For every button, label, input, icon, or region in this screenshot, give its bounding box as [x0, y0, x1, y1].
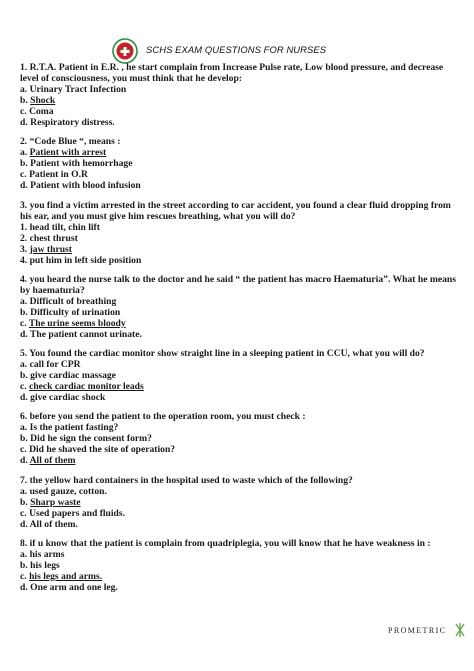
option-text: One arm and one leg.: [30, 582, 118, 594]
answer-option: [20, 571, 460, 582]
answer-option: [20, 222, 460, 233]
correct-answer-text: his legs and arms.: [29, 571, 103, 583]
answer-option: [20, 392, 460, 403]
option-text: Urinary Tract Infection: [29, 84, 127, 95]
option-prefix: b.: [20, 158, 31, 170]
option-prefix: 4.: [20, 254, 30, 266]
option-text: Coma: [29, 106, 54, 117]
option-prefix: 3.: [20, 243, 30, 255]
option-text: Did he shaved the site of operation?: [29, 444, 176, 456]
answer-option: [20, 455, 460, 466]
option-prefix: c.: [20, 444, 30, 456]
question-3: [20, 200, 460, 266]
question-7: [20, 475, 460, 530]
option-text: Patient in O.R: [29, 169, 88, 181]
question-stem: 5. You found the cardiac monitor show straight line in a sleeping patient in CCU, what you will do?: [20, 348, 425, 360]
answer-option: [20, 296, 460, 307]
correct-answer-text: Patient with arrest: [29, 147, 107, 159]
option-prefix: b.: [20, 560, 31, 572]
option-prefix: d.: [20, 582, 31, 594]
correct-answer-text: The urine seems bloody: [28, 317, 126, 329]
question-8: [20, 538, 460, 593]
answer-option: [20, 147, 460, 158]
option-prefix: b.: [20, 433, 31, 445]
correct-answer-text: Shock: [30, 95, 56, 106]
answer-option: [20, 508, 460, 519]
option-text: give cardiac shock: [30, 392, 106, 404]
answer-option: [20, 359, 460, 370]
question-4: [20, 274, 460, 340]
prometric-brand: PROMETRIC: [388, 626, 447, 635]
option-text: put him in left side position: [29, 254, 142, 266]
option-prefix: c.: [20, 169, 30, 181]
answer-option: [20, 233, 460, 244]
answer-option: [20, 422, 460, 433]
option-prefix: a.: [20, 84, 30, 95]
option-prefix: c.: [20, 571, 30, 583]
answer-option: [20, 180, 460, 191]
page-title: SCHS EXAM QUESTIONS FOR NURSES: [146, 44, 327, 55]
option-text: Respiratory distress.: [30, 117, 115, 128]
question-6: [20, 411, 460, 466]
option-prefix: 2.: [20, 232, 30, 244]
option-text: Difficulty of urination: [30, 306, 121, 318]
option-prefix: c.: [20, 381, 30, 393]
option-text: The patient cannot urinate.: [29, 328, 142, 340]
option-prefix: d.: [20, 328, 30, 340]
prometric-footer: [388, 622, 468, 640]
question-5: [20, 348, 460, 403]
answer-option: [20, 95, 460, 106]
answer-option: [20, 84, 460, 95]
answer-option: [20, 307, 460, 318]
option-prefix: a.: [20, 359, 30, 371]
option-prefix: b.: [20, 95, 31, 106]
option-prefix: c.: [20, 106, 30, 117]
answer-option: [20, 158, 460, 169]
answer-option: [20, 549, 460, 560]
correct-answer-text: All of them: [29, 455, 76, 467]
question-stem: 7. the yellow hard containers in the hospital used to waste which of the following?: [20, 474, 353, 486]
option-prefix: 1.: [20, 221, 30, 233]
answer-option: [20, 444, 460, 455]
answer-option: [20, 106, 460, 117]
question-stem: 2. “Code Blue “, means :: [20, 136, 121, 148]
schs-logo-icon: [112, 38, 138, 64]
question-stem: 8. if u know that the patient is complain from quadriplegia, you will know that he have weakness in :: [20, 538, 431, 550]
option-prefix: b.: [20, 306, 31, 318]
option-prefix: b.: [20, 496, 31, 508]
answer-option: [20, 433, 460, 444]
question-stem: 6. before you send the patient to the operation room, you must check :: [20, 411, 306, 423]
option-text: Difficult of breathing: [29, 295, 117, 307]
answer-option: [20, 486, 460, 497]
answer-option: [20, 329, 460, 340]
option-text: Patient with hemorrhage: [30, 158, 133, 170]
question-stem: 4. you heard the nurse talk to the doctor and he said “ the patient has macro Haematuria”. What he means by haematuria?: [20, 273, 456, 296]
option-prefix: a.: [20, 549, 30, 561]
option-prefix: a.: [20, 422, 30, 434]
option-prefix: a.: [20, 147, 30, 159]
answer-option: [20, 244, 460, 255]
option-prefix: d.: [20, 180, 31, 192]
correct-answer-text: check cardiac monitor leads: [29, 381, 144, 393]
answer-option: [20, 582, 460, 593]
option-prefix: c.: [20, 507, 30, 519]
option-text: Is the patient fasting?: [29, 422, 119, 434]
answer-option: [20, 381, 460, 392]
answer-option: [20, 519, 460, 530]
question-1: [20, 62, 460, 128]
answer-option: [20, 169, 460, 180]
option-prefix: d.: [20, 392, 31, 404]
option-text: head tilt, chin lift: [29, 221, 100, 233]
option-prefix: c.: [20, 317, 29, 329]
correct-answer-text: Sharp waste: [30, 496, 81, 508]
option-text: Patient with blood infusion: [30, 180, 141, 192]
option-prefix: d.: [20, 117, 31, 128]
option-text: his legs: [30, 560, 60, 572]
option-prefix: d.: [20, 518, 30, 530]
option-text: give cardiac massage: [30, 370, 116, 382]
question-2: [20, 136, 460, 191]
answer-option: [20, 318, 460, 329]
questions-list: [20, 62, 460, 601]
option-text: used gauze, cotton.: [29, 485, 107, 497]
option-text: All of them.: [29, 518, 78, 530]
question-stem: 3. you find a victim arrested in the street according to car accident, you found a clear fluid dropping from his ear, and you must give him rescues breathing, what you will do?: [20, 199, 451, 222]
option-text: call for CPR: [29, 359, 81, 371]
option-prefix: b.: [20, 370, 31, 382]
option-prefix: a.: [20, 485, 30, 497]
option-prefix: d.: [20, 455, 30, 467]
prometric-logo-icon: [454, 622, 466, 638]
option-text: Did he sign the consent form?: [30, 433, 152, 445]
correct-answer-text: jaw thrust: [29, 243, 72, 255]
answer-option: [20, 560, 460, 571]
option-text: Used papers and fluids.: [29, 507, 126, 519]
option-text: his arms: [29, 549, 65, 561]
answer-option: [20, 370, 460, 381]
answer-option: [20, 117, 460, 128]
answer-option: [20, 497, 460, 508]
question-stem: 1. R.T.A. Patient in E.R. , he start complain from Increase Pulse rate, Low blood pressure, and decrease level of consciousness, you must think that he develop:: [20, 62, 444, 84]
answer-option: [20, 255, 460, 266]
option-prefix: a.: [20, 295, 30, 307]
option-text: chest thrust: [29, 232, 78, 244]
